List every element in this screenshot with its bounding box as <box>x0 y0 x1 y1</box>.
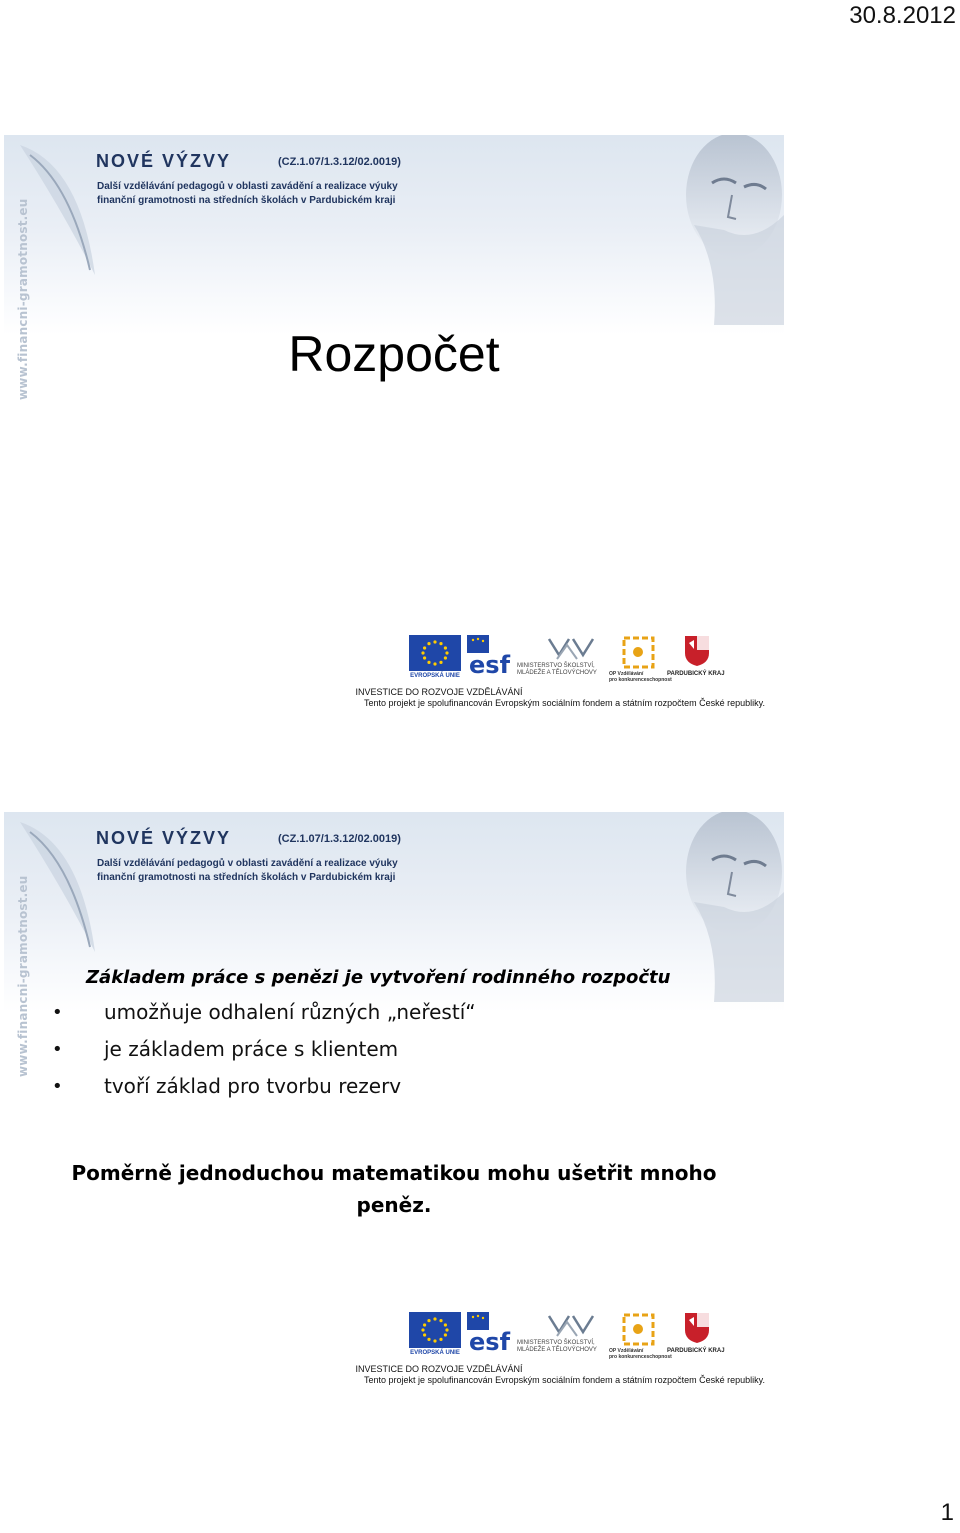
bullet-dot-icon: • <box>52 1039 63 1060</box>
side-url: www.financni-gramotnost.eu <box>16 875 30 1077</box>
op-caption: OP Vzdělávání pro konkurenceschopnost <box>609 1348 672 1360</box>
bullet-item: • umožňuje odhalení různých „neřestí“ <box>86 994 670 1031</box>
project-description: Další vzdělávání pedagogů v oblasti zavádění a realizace výuky finanční gramotnosti na středních školách v Pardubickém kraji <box>97 858 398 883</box>
bullet-dot-icon: • <box>52 1002 63 1023</box>
closing-sentence: Poměrně jednoduchou matematikou mohu ušetřit mnoho peněz. <box>71 1161 717 1217</box>
page-date: 30.8.2012 <box>849 2 956 29</box>
esf-logo-icon <box>467 1312 517 1354</box>
investice-text: INVESTICE DO ROZVOJE VZDĚLÁVÁNÍ <box>355 687 523 697</box>
bullet-item: • je základem práce s klientem <box>86 1031 670 1068</box>
svg-text:esf: esf <box>469 651 511 677</box>
page-number: 1 <box>940 1499 954 1526</box>
msmt-caption: MINISTERSTVO ŠKOLSTVÍ, MLÁDEŽE A TĚLOVÝCHOVY <box>517 1340 597 1353</box>
kraj-caption: PARDUBICKÝ KRAJ <box>667 671 725 677</box>
eu-flag-icon <box>409 1312 461 1348</box>
esf-logo-icon <box>467 635 517 677</box>
slide-title <box>4 135 784 715</box>
eu-caption: EVROPSKÁ UNIE <box>410 1350 460 1356</box>
side-url: www.financni-gramotnost.eu <box>16 198 30 400</box>
project-name: NOVÉ VÝZVY <box>96 828 232 848</box>
msmt-caption: MINISTERSTVO ŠKOLSTVÍ, MLÁDEŽE A TĚLOVÝCHOVY <box>517 663 597 676</box>
project-code: (CZ.1.07/1.3.12/02.0019) <box>278 833 401 845</box>
svg-text:esf: esf <box>469 1328 511 1354</box>
cofinance-text: Tento projekt je spolufinancován Evropským sociálním fondem a státním rozpočtem České republiky. <box>364 698 766 708</box>
op-caption: OP Vzdělávání pro konkurenceschopnost <box>609 671 672 683</box>
kraj-caption: PARDUBICKÝ KRAJ <box>667 1348 725 1354</box>
lead-sentence: Základem práce s penězi je vytvoření rodinného rozpočtu <box>86 967 671 988</box>
slide-body <box>52 967 671 1105</box>
footer-logos <box>409 1312 729 1362</box>
cofinance-text: Tento projekt je spolufinancován Evropským sociálním fondem a státním rozpočtem České republiky. <box>364 1375 766 1385</box>
bullet-item: • tvoří základ pro tvorbu rezerv <box>86 1068 670 1105</box>
bullet-dot-icon: • <box>52 1076 63 1097</box>
investice-text: INVESTICE DO ROZVOJE VZDĚLÁVÁNÍ <box>355 1364 523 1374</box>
eu-flag-icon <box>409 635 461 671</box>
project-description: Další vzdělávání pedagogů v oblasti zavádění a realizace výuky finanční gramotnosti na středních školách v Pardubickém kraji <box>97 181 398 206</box>
eu-caption: EVROPSKÁ UNIE <box>410 673 460 679</box>
slide-content <box>4 812 784 1392</box>
op-logo-icon <box>621 1312 656 1347</box>
footer-logos <box>409 635 729 685</box>
project-code: (CZ.1.07/1.3.12/02.0019) <box>278 156 401 168</box>
portrait-illustration <box>624 135 784 335</box>
op-logo-icon <box>621 635 656 670</box>
bullet-list <box>52 994 670 1105</box>
project-name: NOVÉ VÝZVY <box>96 151 232 171</box>
slide-title-text: Rozpočet <box>288 326 500 382</box>
pardubice-crest-icon <box>684 1312 710 1344</box>
pardubice-crest-icon <box>684 635 710 667</box>
